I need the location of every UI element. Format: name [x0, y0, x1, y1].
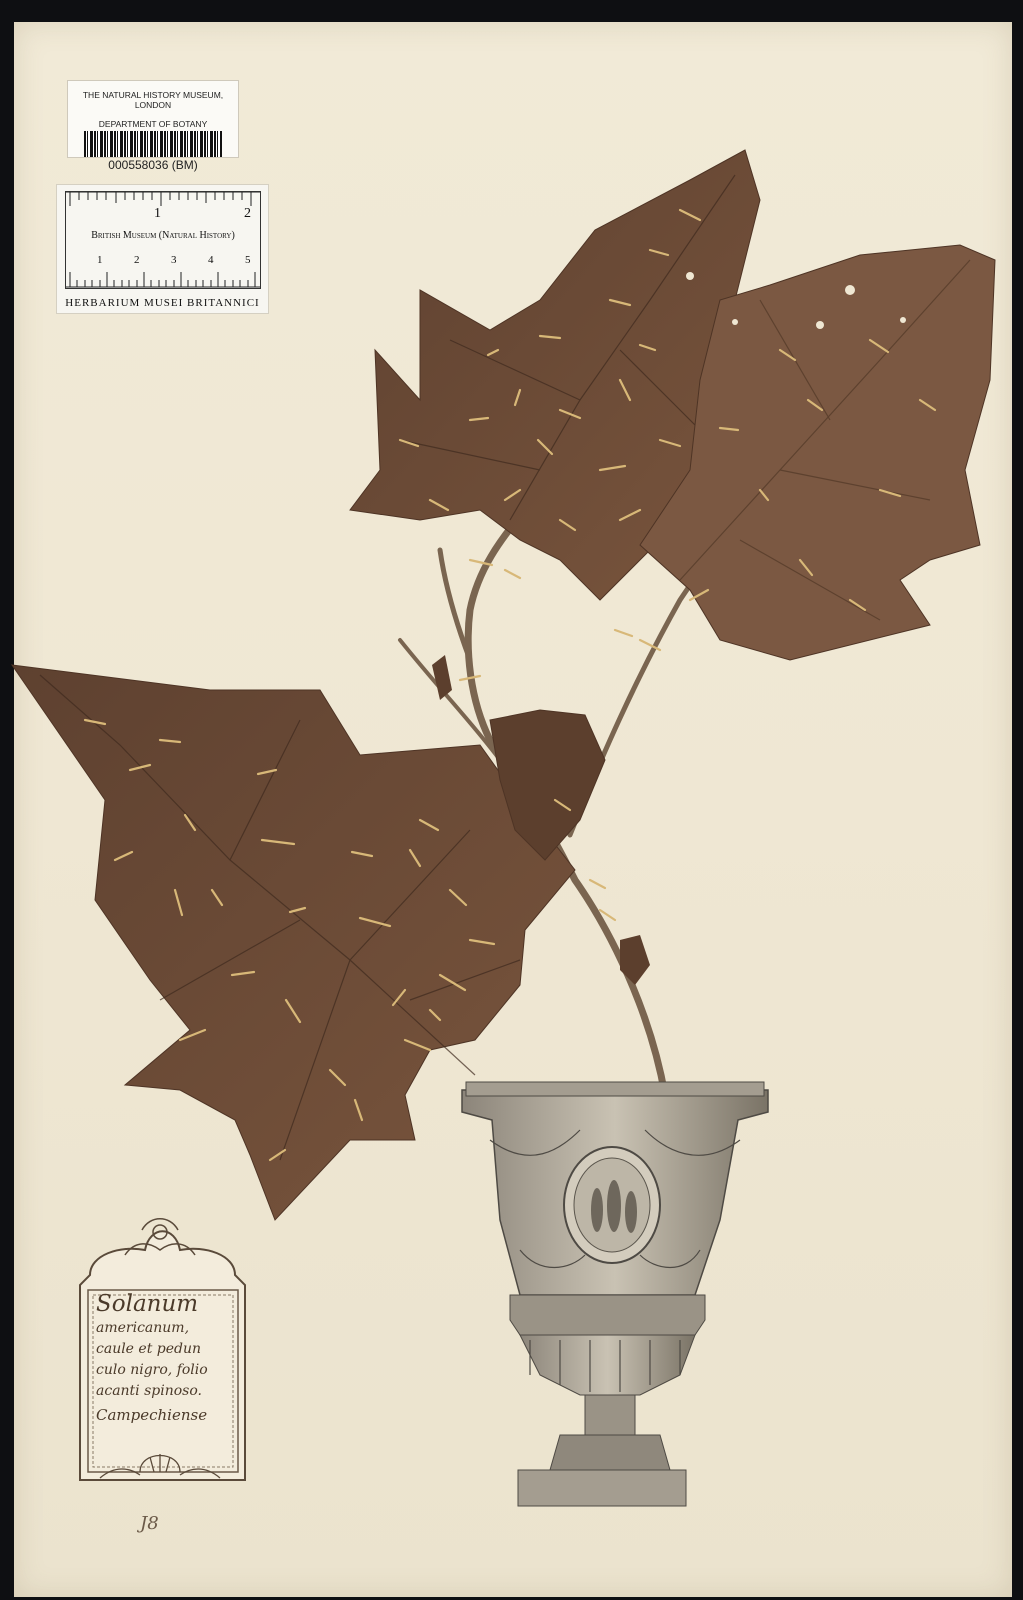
herbarium-footer: HERBARIUM MUSEI BRITANNICI	[65, 297, 260, 309]
description-line-3: culo nigro, folio	[96, 1362, 208, 1378]
ruler-bottom-tick-4: 4	[208, 254, 214, 266]
description-line-2: caule et pedun	[96, 1341, 202, 1357]
ruler-top-tick-1: 1	[154, 206, 161, 221]
barcode-number: 000558036 (BM)	[108, 158, 198, 172]
ruler-top-tick-2: 2	[244, 206, 251, 221]
museum-name: THE NATURAL HISTORY MUSEUM, LONDON	[82, 90, 224, 110]
urn-engraving-icon	[462, 1082, 768, 1506]
description-line-1: americanum,	[96, 1320, 190, 1336]
ruler-bottom-tick-5: 5	[245, 254, 251, 266]
species-genus: Solanum	[96, 1291, 199, 1317]
leaf-bud	[432, 655, 452, 700]
handwritten-mark: J8	[140, 1513, 159, 1534]
ruler-bottom-tick-3: 3	[171, 254, 177, 266]
ruler-bottom-tick-1: 1	[97, 254, 103, 266]
locality: Campechiense	[96, 1406, 208, 1424]
ruler-title: British Museum (Natural History)	[91, 230, 235, 241]
cartouche-label	[96, 1290, 234, 1428]
ruler-bottom-tick-2: 2	[134, 254, 140, 266]
description-line-4: acanti spinoso.	[96, 1383, 202, 1399]
leaf-bud	[620, 935, 650, 985]
department-name: DEPARTMENT OF BOTANY	[98, 119, 208, 129]
